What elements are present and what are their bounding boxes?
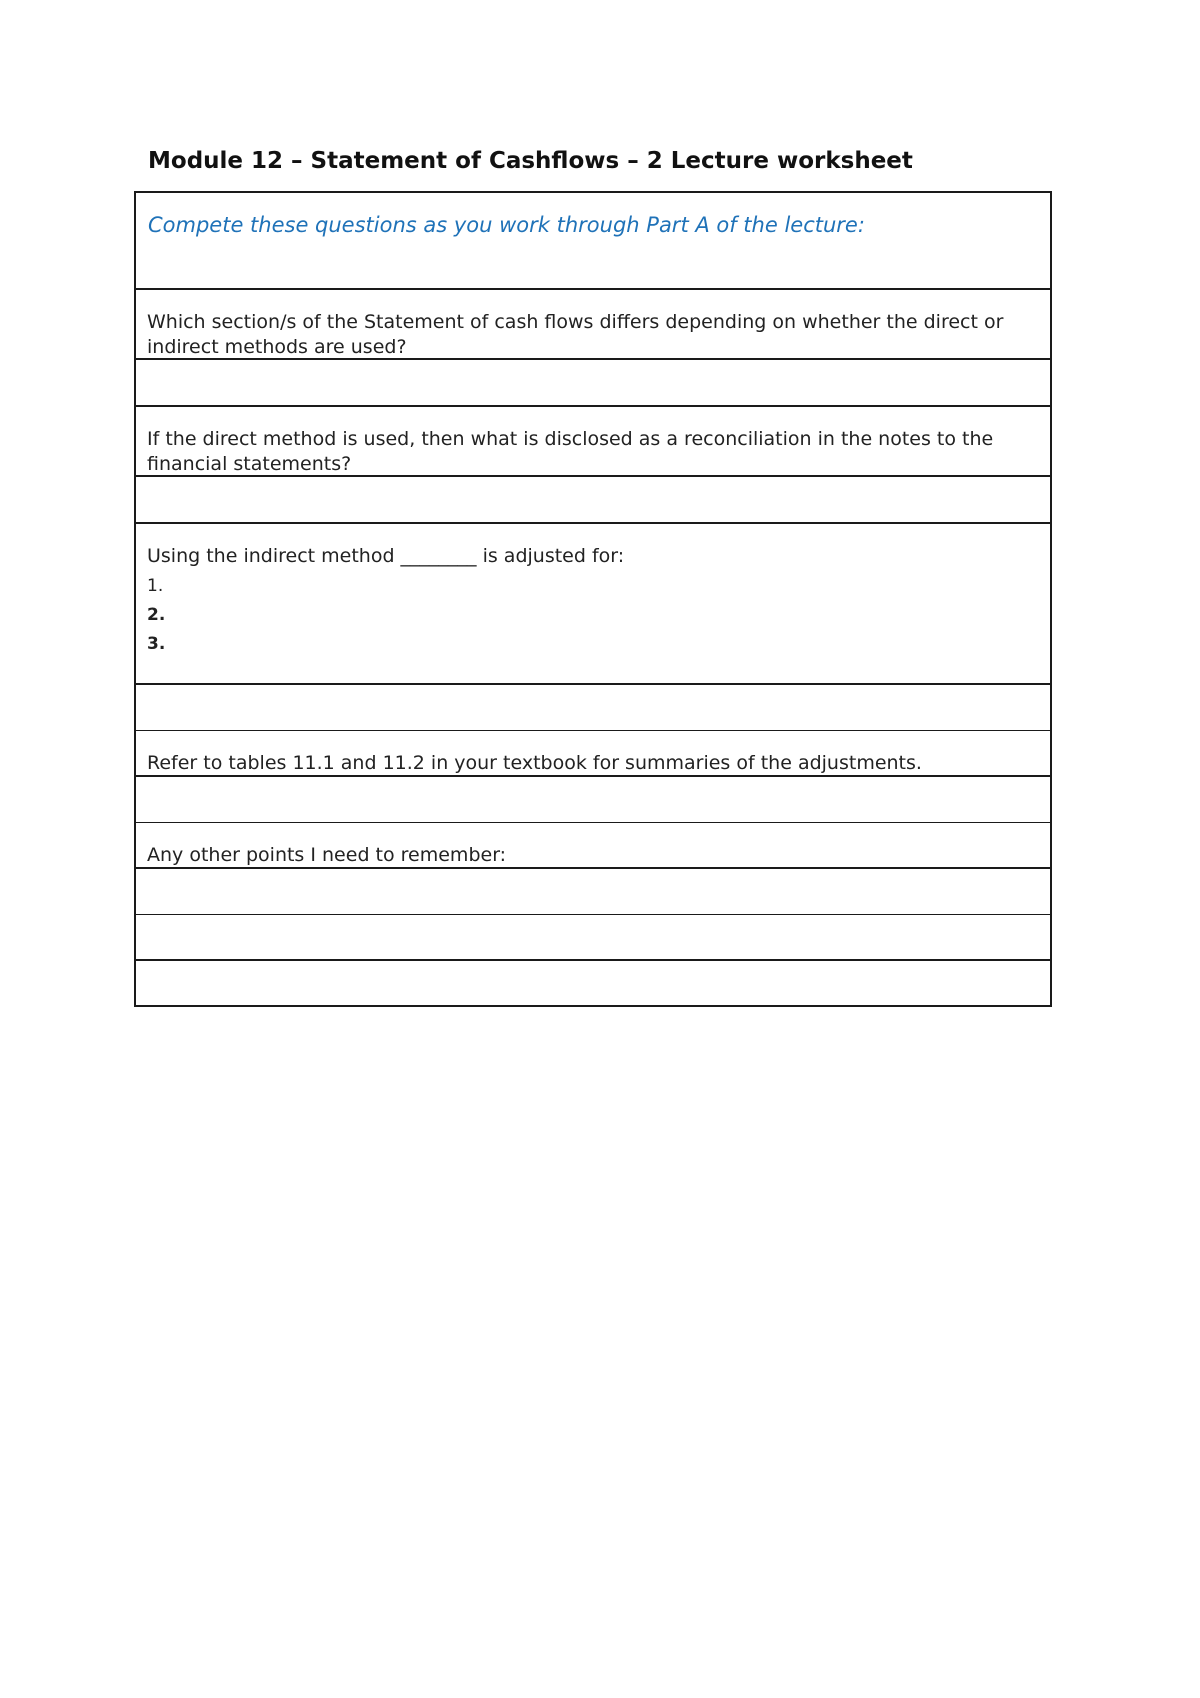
question-row-1: [136, 290, 1050, 360]
worksheet-table: [134, 191, 1052, 1007]
other-points-row: [136, 823, 1050, 869]
indirect-method-prompt: Using the indirect method ________ is adjusted for:: [147, 545, 625, 567]
answer-field-2[interactable]: [136, 477, 1050, 524]
answer-field-3[interactable]: [136, 685, 1050, 731]
list-item[interactable]: 1.: [147, 576, 164, 596]
adjustment-list: [147, 572, 165, 659]
notes-line-3[interactable]: [136, 961, 1050, 1005]
reference-note: Refer to tables 11.1 and 11.2 in your textbook for summaries of the adjustments.: [147, 752, 922, 774]
answer-field-1[interactable]: [136, 360, 1050, 407]
intro-row: [136, 193, 1050, 290]
page-title: Module 12 – Statement of Cashflows – 2 Lecture worksheet: [148, 148, 913, 174]
other-points-label: Any other points I need to remember:: [147, 844, 507, 866]
question-row-2: [136, 407, 1050, 477]
list-item[interactable]: 2.: [147, 605, 166, 625]
intro-instruction: Compete these questions as you work through Part A of the lecture:: [148, 213, 865, 237]
question-text-2: If the direct method is used, then what is disclosed as a reconciliation in the notes to the financial statements?: [147, 428, 994, 475]
answer-field-4[interactable]: [136, 777, 1050, 823]
question-text-1: Which section/s of the Statement of cash flows differs depending on whether the direct or indirect methods are used?: [147, 311, 1004, 358]
list-item[interactable]: 3.: [147, 634, 166, 654]
notes-line-2[interactable]: [136, 915, 1050, 961]
notes-line-1[interactable]: [136, 869, 1050, 915]
indirect-method-row: [136, 524, 1050, 685]
reference-note-row: [136, 731, 1050, 777]
